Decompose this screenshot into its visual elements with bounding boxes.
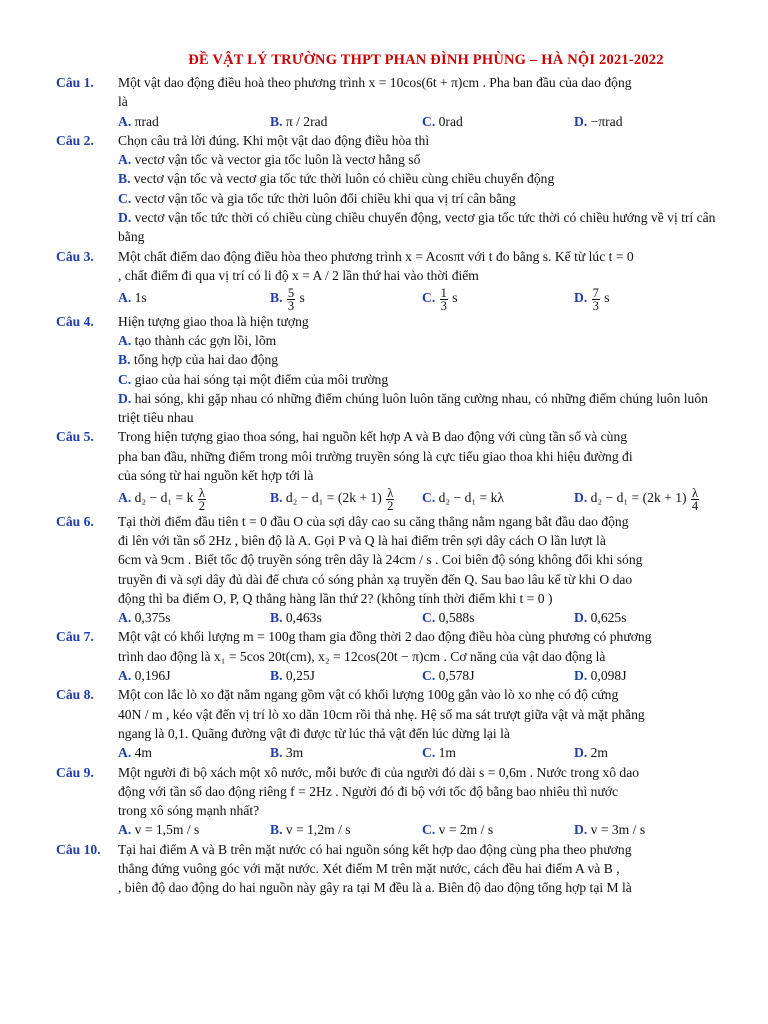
fraction: $\frac{7}{3}$ xyxy=(592,285,599,313)
option-letter: B. xyxy=(118,352,131,368)
option-text: v = 1,5m / s xyxy=(134,822,200,838)
question-body xyxy=(118,73,716,131)
question-number: Câu 7. xyxy=(56,629,94,645)
question-body xyxy=(118,685,716,762)
answer-option[interactable] xyxy=(574,608,627,627)
fraction: $\frac{\lambda}{4}$ xyxy=(691,485,699,513)
answer-options-row xyxy=(118,608,716,627)
question-body xyxy=(118,427,716,511)
question-text-line: Hiện tượng giao thoa là hiện tượng xyxy=(118,313,309,329)
option-text: 0,625s xyxy=(590,610,627,626)
question-text-line: truyền đi và sợi dây đủ dài để chưa có sóng phản xạ truyền đến Q. Sau bao lâu kể từ khi O dao xyxy=(118,571,633,587)
option-letter: C. xyxy=(118,190,132,206)
option-text: $\frac{1}{3}$ s xyxy=(440,285,458,313)
option-text: 0,196J xyxy=(134,668,171,684)
option-text: 2m xyxy=(590,745,608,761)
question-text-line: Tại hai điểm A và B trên mặt nước có hai nguồn sóng kết hợp dao động cùng pha theo phương xyxy=(118,841,632,857)
answer-option[interactable] xyxy=(118,285,270,311)
question-2 xyxy=(56,131,716,247)
answer-option[interactable] xyxy=(118,370,716,389)
question-text-line: , biên độ dao động do hai nguồn này gây ra tại M đều là a. Biên độ dao động tổng hợp tại M là xyxy=(118,880,632,896)
question-body xyxy=(118,627,716,685)
answer-option[interactable] xyxy=(574,112,623,131)
option-text: giao của hai sóng tại một điểm của môi trường xyxy=(131,371,389,387)
answer-option[interactable] xyxy=(270,666,422,685)
question-number: Câu 10. xyxy=(56,841,101,857)
option-letter: A. xyxy=(118,152,132,168)
answer-option[interactable] xyxy=(118,350,716,369)
answer-option[interactable] xyxy=(270,112,422,131)
option-letter: B. xyxy=(270,822,286,838)
answer-option[interactable] xyxy=(270,608,422,627)
question-body xyxy=(118,312,716,428)
question-body xyxy=(118,763,716,840)
option-letter: B. xyxy=(270,610,286,626)
option-text: vectơ vận tốc và vector gia tốc luôn là vectơ hằng số xyxy=(131,152,421,168)
fraction: $\frac{1}{3}$ xyxy=(440,285,447,313)
answer-option[interactable] xyxy=(574,743,608,762)
question-1 xyxy=(56,73,716,131)
option-letter: D. xyxy=(574,290,591,306)
option-letter: A. xyxy=(118,332,132,348)
answer-option[interactable] xyxy=(422,666,574,685)
answer-option[interactable] xyxy=(270,285,422,311)
answer-option[interactable] xyxy=(118,208,716,247)
question-4 xyxy=(56,312,716,428)
question-body xyxy=(118,131,716,247)
answer-option[interactable] xyxy=(422,743,574,762)
option-text: vectơ vận tốc và vectơ gia tốc tức thời luôn có chiều cùng chiều chuyển động xyxy=(130,171,555,187)
answer-option[interactable] xyxy=(574,485,700,511)
question-text-line: trong xô sóng mạnh nhất? xyxy=(118,803,260,819)
option-text: 0,578J xyxy=(438,668,475,684)
option-letter: D. xyxy=(574,745,591,761)
question-text-line: là xyxy=(118,94,128,110)
question-text-line: động với tần số dao động riêng f = 2Hz . Người đó đi bộ với tốc độ bằng bao nhiêu thì nước xyxy=(118,783,619,799)
option-letter: D. xyxy=(574,668,591,684)
option-letter: B. xyxy=(270,113,286,129)
answer-option[interactable] xyxy=(574,820,645,839)
question-text-line: động thì ba điểm O, P, Q thẳng hàng lần thứ 2? (không tính thời điểm khi t = 0 ) xyxy=(118,590,553,606)
option-letter: D. xyxy=(574,490,591,506)
answer-option[interactable] xyxy=(574,666,627,685)
answer-option[interactable] xyxy=(118,169,716,188)
fraction: $\frac{\lambda}{2}$ xyxy=(387,485,394,513)
answer-options-row xyxy=(118,485,716,511)
answer-option[interactable] xyxy=(422,820,574,839)
question-text-line: Trong hiện tượng giao thoa sóng, hai nguồn kết hợp A và B dao động với cùng tần số và cùng xyxy=(118,429,628,445)
answer-option[interactable] xyxy=(118,743,270,762)
option-letter: B. xyxy=(270,668,286,684)
answer-option[interactable] xyxy=(270,743,422,762)
answer-options-row xyxy=(118,820,716,839)
option-text: π / 2rad xyxy=(285,113,328,129)
option-letter: A. xyxy=(118,610,135,626)
question-number: Câu 2. xyxy=(56,132,94,148)
question-number: Câu 4. xyxy=(56,313,94,329)
question-text-line: 6cm và 9cm . Biết tốc độ truyền sóng trên dây là 24cm / s . Coi biên độ sóng không đổi khi sóng xyxy=(118,552,643,568)
option-text: 0rad xyxy=(438,113,463,129)
answer-option[interactable] xyxy=(118,389,716,428)
answer-option[interactable] xyxy=(118,485,270,511)
question-text-line: ngang là 0,1. Quãng đường vật đi được từ lúc thả vật đến lúc dừng lại là xyxy=(118,725,510,741)
question-number: Câu 1. xyxy=(56,75,94,90)
question-5 xyxy=(56,427,716,511)
question-body xyxy=(118,512,716,628)
option-letter: A. xyxy=(118,290,135,306)
option-text: d₂ − d₁ = (2k + 1) $\frac{\lambda}{4}$ xyxy=(590,485,699,513)
option-letter: C. xyxy=(422,822,439,838)
option-letter: C. xyxy=(422,113,439,129)
question-text-line: Một vật có khối lượng m = 100g tham gia đồng thời 2 dao động điều hòa cùng phương có phương xyxy=(118,629,652,645)
option-text: 0,25J xyxy=(285,668,315,684)
option-text: −πrad xyxy=(590,113,623,129)
question-text-line: trình dao động là x₁ = 5cos 20t(cm), x₂ = 12cos(20t − π)cm . Cơ năng của vật dao động là xyxy=(118,648,606,664)
question-6 xyxy=(56,512,716,628)
option-letter: D. xyxy=(574,113,591,129)
option-text: $\frac{5}{3}$ s xyxy=(287,285,305,313)
option-text: d₂ − d₁ = k $\frac{\lambda}{2}$ xyxy=(134,485,205,513)
answer-option[interactable] xyxy=(270,485,422,511)
fraction: $\frac{5}{3}$ xyxy=(287,285,295,313)
option-letter: C. xyxy=(422,490,439,506)
option-text: $\frac{7}{3}$ s xyxy=(592,285,610,313)
answer-options-row xyxy=(118,112,716,131)
answer-option[interactable] xyxy=(118,150,716,169)
question-text-line: Tại thời điểm đầu tiên t = 0 đầu O của sợi dây cao su căng thẳng nằm ngang bắt đầu dao động xyxy=(118,513,629,529)
option-letter: A. xyxy=(118,113,135,129)
option-text: d₂ − d₁ = kλ xyxy=(438,490,505,506)
question-body xyxy=(118,247,716,312)
question-list xyxy=(56,73,716,898)
option-text: hai sóng, khi gặp nhau có những điểm chúng luôn luôn tăng cường nhau, có những điểm chúng luôn luôn triệt tiêu nhau xyxy=(118,390,708,426)
question-body xyxy=(118,840,716,898)
answer-option[interactable] xyxy=(422,285,574,311)
option-text: 1s xyxy=(134,290,147,306)
option-letter: C. xyxy=(422,290,439,306)
answer-option[interactable] xyxy=(118,112,270,131)
option-text: 0,098J xyxy=(590,668,627,684)
option-text: v = 2m / s xyxy=(438,822,494,838)
question-text-line: Một người đi bộ xách một xô nước, mỗi bước đi của người đó dài s = 0,6m . Nước trong xô dao xyxy=(118,764,640,780)
option-letter: B. xyxy=(270,290,286,306)
answer-option[interactable] xyxy=(422,112,574,131)
option-letter: B. xyxy=(270,490,286,506)
option-letter: D. xyxy=(118,210,132,226)
option-text: 0,588s xyxy=(438,610,475,626)
question-text-line: , chất điểm đi qua vị trí có li độ x = A / 2 lần thứ hai vào thời điểm xyxy=(118,267,479,283)
question-9 xyxy=(56,763,716,840)
option-letter: A. xyxy=(118,745,135,761)
option-letter: B. xyxy=(118,171,131,187)
option-text: 1m xyxy=(438,745,456,761)
question-7 xyxy=(56,627,716,685)
answer-option[interactable] xyxy=(422,608,574,627)
answer-option[interactable] xyxy=(118,331,716,350)
question-number: Câu 3. xyxy=(56,248,94,264)
option-letter: B. xyxy=(270,745,286,761)
option-letter: D. xyxy=(574,610,591,626)
question-3 xyxy=(56,247,716,312)
option-letter: C. xyxy=(118,371,132,387)
option-letter: A. xyxy=(118,822,135,838)
answer-option[interactable] xyxy=(270,820,422,839)
answer-option[interactable] xyxy=(118,608,270,627)
answer-option[interactable] xyxy=(574,285,610,311)
question-10 xyxy=(56,840,716,898)
option-text: 3m xyxy=(285,745,304,761)
question-text-line: pha ban đầu, những điểm trong môi trường truyền sóng là cực tiểu giao thoa khi hiệu đường đi xyxy=(118,448,633,464)
option-letter: D. xyxy=(574,822,591,838)
question-text-line: Chọn câu trả lời đúng. Khi một vật dao động điều hòa thì xyxy=(118,132,430,148)
question-text-line: của sóng từ hai nguồn kết hợp tới là xyxy=(118,468,314,484)
answer-options-row xyxy=(118,666,716,685)
fraction: $\frac{\lambda}{2}$ xyxy=(198,485,205,513)
answer-option[interactable] xyxy=(118,189,716,208)
question-number: Câu 5. xyxy=(56,429,94,445)
option-letter: A. xyxy=(118,490,135,506)
option-text: 4m xyxy=(134,745,152,761)
question-number: Câu 6. xyxy=(56,513,94,529)
option-text: vectơ vận tốc tức thời có chiều cùng chiều chuyển động, vectơ gia tốc tức thời có chiều hướng về vị trí cân bằng xyxy=(118,210,716,245)
question-text-line: 40N / m , kéo vật đến vị trí lò xo dãn 10cm rồi thả nhẹ. Hệ số ma sát trượt giữa vật và mặt phẳng xyxy=(118,706,645,722)
option-text: tổng hợp của hai dao động xyxy=(130,352,279,368)
question-text-line: Một chất điểm dao động điều hòa theo phương trình x = Acosπt với t đo bằng s. Kể từ lúc t = 0 xyxy=(118,248,634,264)
option-text: d₂ − d₁ = (2k + 1) $\frac{\lambda}{2}$ xyxy=(285,485,394,513)
question-text-line: thẳng đứng vuông góc với mặt nước. Xét điểm M trên mặt nước, cách đều hai điểm A và B , xyxy=(118,861,620,877)
question-text-line: Một vật dao động điều hoà theo phương trình x = 10cos(6t + π)cm . Pha ban đầu của dao động xyxy=(118,75,632,90)
option-text: vectơ vận tốc và gia tốc tức thời luôn đổi chiều khi qua vị trí cân bằng xyxy=(131,190,516,206)
option-text: 0,375s xyxy=(134,610,171,626)
option-text: πrad xyxy=(134,113,159,129)
option-text: 0,463s xyxy=(285,610,322,626)
question-text-line: đi lên với tần số 2Hz , biên độ là A. Gọi P và Q là hai điểm trên sợi dây cách O lần lượt là xyxy=(118,532,606,548)
question-number: Câu 8. xyxy=(56,687,94,703)
option-text: v = 1,2m / s xyxy=(285,822,351,838)
option-letter: D. xyxy=(118,390,132,406)
answer-options-row xyxy=(118,285,716,311)
option-letter: C. xyxy=(422,610,439,626)
option-letter: C. xyxy=(422,668,439,684)
answer-options-row xyxy=(118,743,716,762)
question-text-line: Một con lắc lò xo đặt nằm ngang gồm vật có khối lượng 100g gắn vào lò xo nhẹ có độ cứng xyxy=(118,687,619,703)
exam-title: ĐỀ VẬT LÝ TRƯỜNG THPT PHAN ĐÌNH PHÙNG – HÀ NỘI 2021-2022 xyxy=(188,52,664,68)
answer-option[interactable] xyxy=(118,666,270,685)
question-8 xyxy=(56,685,716,762)
option-letter: C. xyxy=(422,745,439,761)
option-text: v = 3m / s xyxy=(590,822,646,838)
answer-option[interactable] xyxy=(118,820,270,839)
answer-option[interactable] xyxy=(422,485,574,511)
question-number: Câu 9. xyxy=(56,764,94,780)
option-text: tạo thành các gợn lồi, lõm xyxy=(131,332,277,348)
option-letter: A. xyxy=(118,668,135,684)
